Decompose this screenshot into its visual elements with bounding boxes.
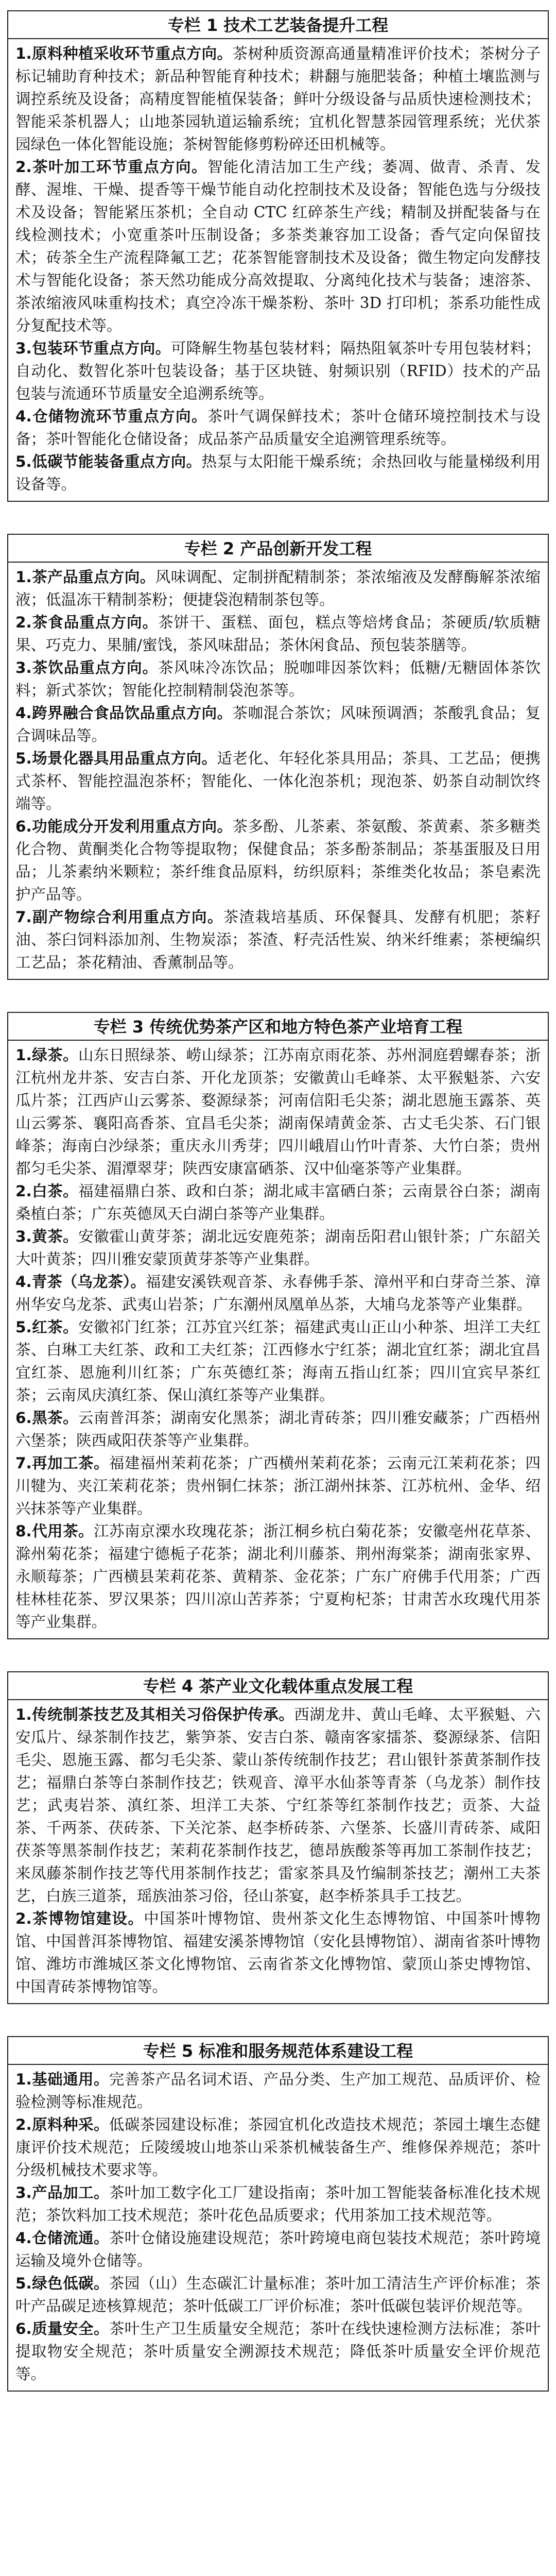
item-heading: 2.原料种采。	[15, 2116, 109, 2133]
item-text: 茶多酚、儿茶素、茶氨酸、茶黄素、茶多糖类化合物、黄酮类化合物等提取物；保健食品；茶多酚茶制品；茶基蛋服及日用品；儿茶素纳米颗粒；茶纤维食品原料，纺织原料；茶维类化妆品；茶皂素洗护产品等。	[15, 818, 541, 903]
item-heading: 2.茶博物馆建设。	[15, 1910, 144, 1927]
column-item	[15, 815, 541, 906]
item-heading: 7.再加工茶。	[15, 1454, 109, 1472]
item-text: 中国茶叶博物馆、贵州茶文化生态博物馆、中国茶叶博物馆、中国普洱茶博物馆、福建安溪茶博物馆（安化县博物馆）、湖南省茶叶博物馆、潍坊市潍城区茶文化博物馆、云南省茶文化博物馆、蒙顶山茶史博物馆、中国青砖茶博物馆等。	[15, 1910, 541, 1995]
column-body	[8, 1041, 548, 1638]
column-item	[15, 450, 541, 496]
item-text: 茶叶加工数字化工厂建设指南；茶叶加工智能装备标准化技术规范；茶饮料加工技术规范；茶叶花色品质要求；代用茶加工技术规范等。	[15, 2184, 541, 2224]
column-title: 专栏 3 传统优势茶产区和地方特色茶产业培育工程	[8, 1013, 548, 1041]
item-text: 茶叶气调保鲜技术；茶叶仓储环境控制技术与设备；茶叶智能化仓储设备；成品茶产品质量安全追溯管理系统等。	[15, 408, 541, 448]
column-item	[15, 2181, 541, 2227]
column-item	[15, 1316, 541, 1406]
item-text: 安徽祁门红茶；江苏宜兴红茶；福建武夷山正山小种茶、坦洋工夫红茶、白琳工夫红茶、政和工夫红茶；江西修水宁红茶；湖北宜红茶；湖北宜昌宜红茶、恩施利川红茶；广东英德红茶；海南五指山红茶；四川宜宾早茶红茶；云南凤庆滇红茶、保山滇红茶等产业集群。	[15, 1318, 541, 1404]
item-text: 西湖龙井、黄山毛峰、太平猴魁、六安瓜片、绿茶制作技艺，紫笋茶、安吉白茶、赣南客家擂茶、婺源绿茶、信阳毛尖、恩施玉露、都匀毛尖茶、蒙山茶传统制作技艺；君山银针茶黄茶制作技艺；福鼎白茶等白茶制作技艺；铁观音、漳平水仙茶等青茶（乌龙茶）制作技艺；武夷岩茶、滇红茶、坦洋工夫茶、宁红茶等红茶制作技艺；贡茶、大益茶、千两茶、茯砖茶、下关沱茶、赵李桥砖茶、六堡茶、长盛川青砖茶、咸阳茯茶等黑茶制作技艺；茉莉花茶制作技艺，德昂族酸茶等再加工茶制作技艺；来凤藤茶制作技艺等代用茶制作技艺；雷家茶具及竹编制茶技艺；潮州工夫茶艺，白族三道茶，瑶族油茶习俗，径山茶宴，赵李桥茶具手工技艺。	[15, 1706, 541, 1905]
item-heading: 2.白茶。	[15, 1182, 79, 1200]
column-box-5	[7, 2036, 549, 2392]
item-text: 茶园（山）生态碳汇计量标准；茶叶加工清洁生产评价标准；茶叶产品碳足迹核算规范；茶叶低碳工厂评价标准；茶叶低碳包装评价规范等。	[15, 2275, 541, 2315]
item-text: 智能化清洁加工生产线；萎凋、做青、杀青、发酵、渥堆、干燥、提香等干燥节能自动化控制技术及设备；智能色选与分级技术及设备；智能紧压茶机；全自动 CTC 红碎茶生产线；精制及拼配装备与在线检测技术；小宽重茶叶压制设备；多茶类兼容加工设备；香气定向保留技术；砖茶全生产流程降氟工艺；花茶智能窨制技术及设备；微生物定向发酵技术与智能化设备；茶天然功能成分高效提取、分离纯化技术与装备；速溶茶、茶浓缩液风味重构技术；真空冷冻干燥茶粉、茶叶 3D 打印机；茶系功能性成分复配技术等。	[15, 158, 541, 334]
column-box-1	[7, 10, 549, 502]
item-text: 山东日照绿茶、崂山绿茶；江苏南京雨花茶、苏州洞庭碧螺春茶；浙江杭州龙井茶、安吉白茶、开化龙顶茶；安徽黄山毛峰茶、太平猴魁茶、六安瓜片茶；江西庐山云雾茶、婺源绿茶；河南信阳毛尖茶；湖北恩施玉露茶、英山云雾茶、襄阳高香茶、宜昌毛尖茶；湖南保靖黄金茶、古丈毛尖茶、石门银峰茶；海南白沙绿茶；重庆永川秀芽；四川峨眉山竹叶青茶、大竹白茶；贵州都匀毛尖茶、湄潭翠芽；陕西安康富硒茶、汉中仙毫茶等产业集群。	[15, 1046, 541, 1177]
column-item	[15, 2113, 541, 2181]
column-item	[15, 1225, 541, 1270]
column-title: 专栏 5 标准和服务规范体系建设工程	[8, 2037, 548, 2065]
item-heading: 6.功能成分开发利用重点方向。	[15, 818, 233, 835]
item-heading: 2.茶叶加工环节重点方向。	[15, 158, 207, 176]
item-heading: 1.茶产品重点方向。	[15, 568, 155, 586]
item-heading: 1.传统制茶技艺及其相关习俗保护传承。	[15, 1706, 294, 1723]
column-item	[15, 156, 541, 337]
column-item	[15, 1044, 541, 1180]
column-item	[15, 702, 541, 747]
column-title: 专栏 2 产品创新开发工程	[8, 535, 548, 563]
item-heading: 5.绿色低碳。	[15, 2275, 109, 2292]
item-heading: 5.场景化器具用品重点方向。	[15, 750, 217, 767]
column-body	[8, 1700, 548, 2003]
item-heading: 6.黑茶。	[15, 1409, 79, 1427]
column-body	[8, 563, 548, 979]
column-item	[15, 1180, 541, 1225]
item-text: 茶叶仓储设施建设规范；茶叶跨境电商包装技术规范；茶叶跨境运输及境外仓储等。	[15, 2229, 541, 2269]
item-heading: 5.红茶。	[15, 1318, 79, 1336]
item-heading: 3.包装环节重点方向。	[15, 340, 171, 357]
column-body	[8, 39, 548, 501]
item-text: 福建安溪铁观音茶、永春佛手茶、漳州平和白芽奇兰茶、漳州华安乌龙茶、武夷山岩茶；广东潮州凤凰单丛茶，大埔乌龙茶等产业集群。	[15, 1273, 541, 1313]
item-text: 安徽霍山黄芽茶；湖北远安鹿苑茶；湖南岳阳君山银针茶；广东韶关大叶黄茶；四川雅安蒙顶黄芽茶等产业集群。	[15, 1228, 541, 1268]
column-item	[15, 405, 541, 450]
column-item	[15, 747, 541, 815]
column-item	[15, 2227, 541, 2272]
column-item	[15, 1452, 541, 1520]
column-item	[15, 42, 541, 156]
item-heading: 1.原料种植采收环节重点方向。	[15, 45, 233, 62]
item-heading: 3.茶饮品重点方向。	[15, 659, 159, 676]
item-heading: 1.绿茶。	[15, 1046, 79, 1064]
column-box-3	[7, 1012, 549, 1639]
item-heading: 7.副产物综合利用重点方向。	[15, 908, 223, 926]
item-text: 福建福州茉莉花茶；广西横州茉莉花茶；云南元江茉莉花茶；四川犍为、夹江茉莉花茶；贵州铜仁抹茶；浙江湖州抹茶、江苏杭州、金华、绍兴抹茶等产业集群。	[15, 1454, 541, 1517]
column-item	[15, 2272, 541, 2317]
column-title: 专栏 4 茶产业文化载体重点发展工程	[8, 1672, 548, 1700]
item-heading: 4.仓储流通。	[15, 2229, 109, 2247]
item-text: 茶风味冷冻饮品；脱咖啡因茶饮料；低糖/无糖固体茶饮料；新式茶饮；智能化控制精制袋泡茶等。	[15, 659, 541, 699]
item-text: 可降解生物基包装材料；隔热阻氧茶叶专用包装材料；自动化、数智化茶叶包装设备；基于区块链、射频识别（RFID）技术的产品包装与流通环节质量安全追溯系统等。	[15, 340, 541, 402]
column-item	[15, 906, 541, 974]
item-text: 茶饼干、蛋糕、面包，糕点等焙烤食品；茶硬质/软质糖果、巧克力、果脯/蜜饯，茶风味甜品；茶休闲食品、预包装茶膳等。	[15, 614, 541, 654]
item-text: 茶渣栽培基质、环保餐具、发酵有机肥；茶籽油、茶臼饲料添加剂、生物炭添；茶渣、籽壳活性炭、纳米纤维素；茶梗编织工艺品；茶花精油、香薰制品等。	[15, 908, 541, 971]
item-text: 热泵与太阳能干燥系统；余热回收与能量梯级利用设备等。	[15, 453, 541, 493]
column-item	[15, 1520, 541, 1633]
column-box-2	[7, 534, 549, 980]
item-text: 茶咖混合茶饮；风味预调酒；茶酸乳食品；复合调味品等。	[15, 704, 541, 744]
column-item	[15, 1907, 541, 1998]
column-item	[15, 2317, 541, 2385]
column-item	[15, 656, 541, 702]
item-text: 云南普洱茶；湖南安化黑茶；湖北青砖茶；四川雅安藏茶；广西梧州六堡茶；陕西咸阳茯茶等产业集群。	[15, 1409, 541, 1449]
item-heading: 6.质量安全。	[15, 2320, 109, 2337]
column-item	[15, 337, 541, 405]
item-heading: 5.低碳节能装备重点方向。	[15, 453, 202, 470]
item-heading: 3.黄茶。	[15, 1228, 79, 1245]
item-heading: 4.跨界融合食品饮品重点方向。	[15, 704, 233, 722]
item-text: 适老化、年轻化茶具用品；茶具、工艺品；便携式茶杯、智能控温泡茶杯；智能化、一体化泡茶机；现泡茶、奶茶自动制饮终端等。	[15, 750, 541, 812]
column-item	[15, 1703, 541, 1907]
column-item	[15, 566, 541, 611]
item-text: 低碳茶园建设标准；茶园宜机化改造技术规范；茶园土壤生态健康评价技术规范；丘陵缓坡山地茶山采茶机械装备生产、维修保养规范；茶叶分级机械技术要求等。	[15, 2116, 541, 2179]
column-title: 专栏 1 技术工艺装备提升工程	[8, 11, 548, 39]
item-heading: 4.仓储物流环节重点方向。	[15, 408, 207, 425]
item-text: 福建福鼎白茶、政和白茶；湖北咸丰富硒白茶；云南景谷白茶；湖南桑植白茶；广东英德凤天白湖白茶等产业集群。	[15, 1182, 541, 1223]
column-item	[15, 2068, 541, 2113]
item-text: 风味调配、定制拼配精制茶；茶浓缩液及发酵酶解茶浓缩液；低温冻干精制茶粉；便捷袋泡精制茶包等。	[15, 568, 541, 608]
column-item	[15, 611, 541, 656]
column-box-4	[7, 1671, 549, 2004]
column-item	[15, 1270, 541, 1316]
item-text: 完善茶产品名词术语、产品分类、生产加工规范、品质评价、检验检测等标准规范。	[15, 2071, 541, 2111]
item-heading: 2.茶食品重点方向。	[15, 614, 159, 631]
item-heading: 8.代用茶。	[15, 1522, 94, 1540]
item-text: 茶树种质资源高通量精准评价技术；茶树分子标记辅助育种技术；新品种智能育种技术；耕翻与施肥装备；种植土壤监测与调控系统及设备；高精度智能植保装备；鲜叶分级设备与品质快速检测技术；智能采茶机器人；山地茶园轨道运输系统；宜机化智慧茶园管理系统；光伏茶园绿色一体化智能设施；茶树智能修剪粉碎还田机械等。	[15, 45, 541, 153]
item-text: 茶叶生产卫生质量安全规范；茶叶在线快速检测方法标准；茶叶提取物安全规范；茶叶质量安全溯源技术规范；降低茶叶质量安全评价规范等。	[15, 2320, 541, 2383]
item-heading: 1.基础通用。	[15, 2071, 109, 2088]
item-heading: 4.青茶（乌龙茶）。	[15, 1273, 146, 1291]
item-heading: 3.产品加工。	[15, 2184, 109, 2201]
column-item	[15, 1406, 541, 1452]
column-body	[8, 2065, 548, 2391]
item-text: 江苏南京溧水玫瑰花茶；浙江桐乡杭白菊花茶；安徽亳州花草茶、滁州菊花茶；福建宁德栀子花茶；湖北利川藤茶、荆州海棠茶；湖南张家界、永顺莓茶；广西横县茉莉花茶、黄精茶、金花茶；广东广府佛手代用茶；广西桂林桂花茶、罗汉果茶；四川凉山苦荞茶；宁夏枸杞茶；甘肃苦水玫瑰代用茶等产业集群。	[15, 1522, 541, 1631]
